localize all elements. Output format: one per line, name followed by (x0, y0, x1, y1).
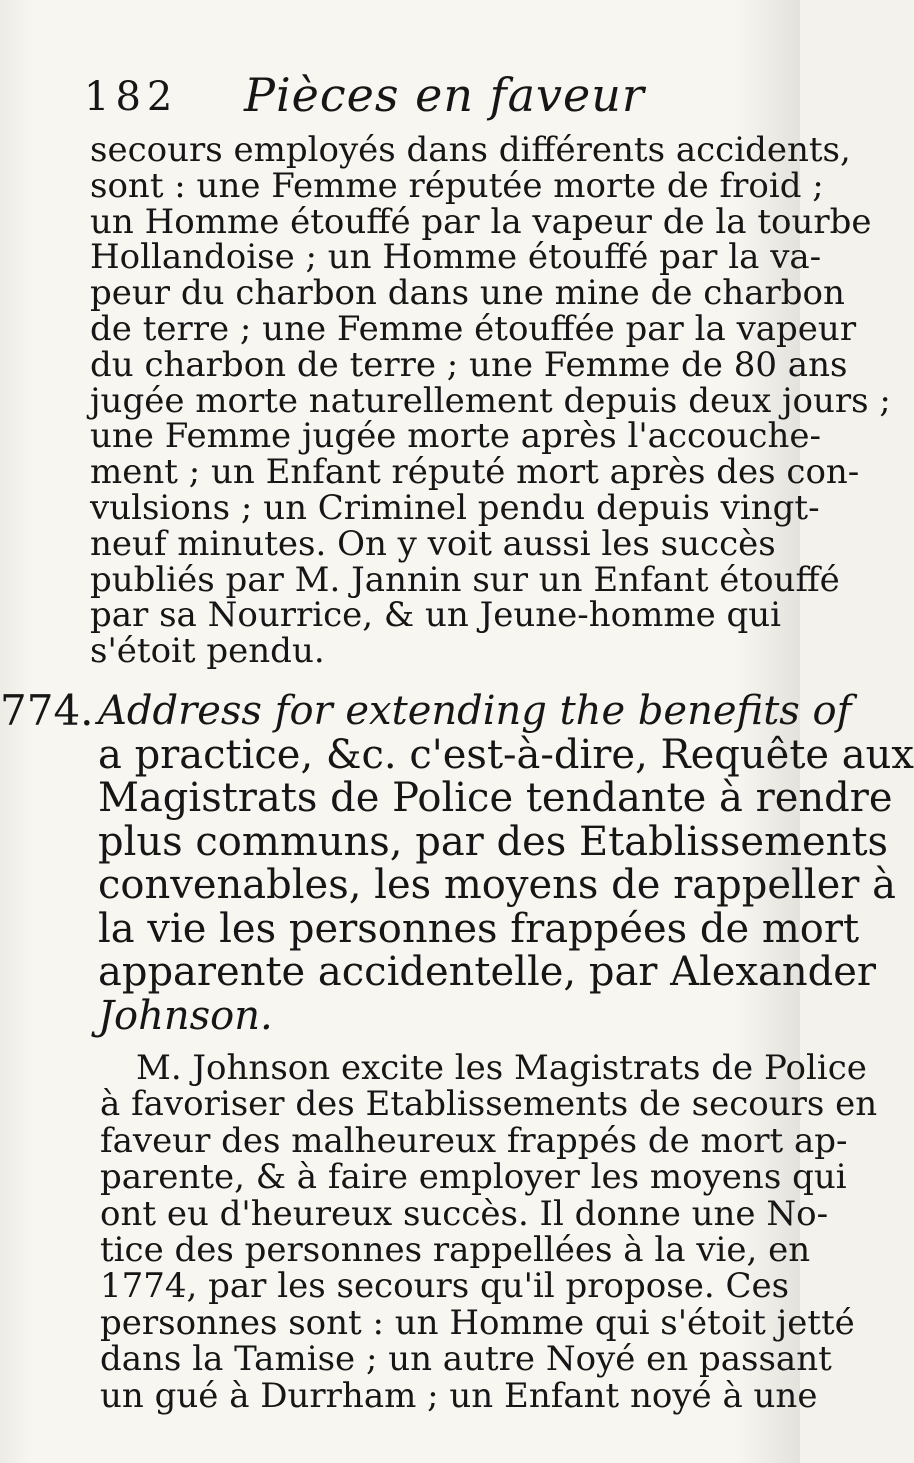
entry-line: plus communs, par des Etablissements (98, 818, 889, 865)
paragraph-summary (100, 1048, 878, 1416)
text-line: de terre ; une Femme étouffée par la vapeur (90, 308, 857, 349)
text-line: publiés par M. Jannin sur un Enfant étouffé (90, 559, 840, 600)
entry-line: la vie les personnes frappées de mort (98, 905, 860, 952)
text-line: tice des personnes rappellées à la vie, en (100, 1229, 811, 1270)
entry-line: Magistrats de Police tendante à rendre (98, 775, 893, 821)
text-line: un gué à Durrham ; un Enfant noyé à une (100, 1375, 818, 1416)
text-line: ment ; un Enfant réputé mort après des con- (90, 452, 860, 493)
text-line: vulsions ; un Criminel pendu depuis vingt- (90, 487, 820, 528)
text-line: neuf minutes. On y voit aussi les succès (90, 523, 776, 564)
text-line: ont eu d'heureux succès. Il donne une No- (100, 1193, 829, 1234)
text-line: dans la Tamise ; un autre Noyé en passant (100, 1339, 832, 1380)
page-number: 182 (84, 74, 179, 120)
text-line: 1774, par les secours qu'il propose. Ces (100, 1266, 790, 1307)
text-line: parente, & à faire employer les moyens qui (100, 1157, 847, 1198)
text-line: Hollandoise ; un Homme étouffé par la va- (90, 237, 822, 278)
running-title: Pièces en faveur (244, 68, 645, 122)
entry-line: convenables, les moyens de rappeller à (98, 862, 896, 908)
page-header (84, 68, 760, 128)
text-line: personnes sont : un Homme qui s'étoit jetté (100, 1302, 855, 1343)
text-line: M. Johnson excite les Magistrats de Police (136, 1048, 867, 1088)
text-line: sont : une Femme réputée morte de froid ; (90, 165, 824, 206)
entry-line: a practice, &c. c'est-à-dire, Requête aux (98, 731, 914, 778)
text-line: s'étoit pendu. (90, 631, 325, 672)
text-line: peur du charbon dans une mine de charbon (90, 273, 845, 314)
text-line: faveur des malheureux frappés de mort ap- (100, 1120, 848, 1161)
entry-line: apparente accidentelle, par Alexander (98, 949, 877, 995)
entry-line: Johnson. (98, 992, 273, 1039)
text-line: par sa Nourrice, & un Jeune-homme qui (90, 595, 782, 636)
text-line: un Homme étouffé par la vapeur de la tourbe (90, 201, 872, 242)
entry-line: Address for extending the benefits of (98, 688, 852, 734)
text-line: secours employés dans différents accidents, (90, 130, 851, 170)
entry-number: 774. (0, 686, 94, 735)
bibliographic-entry (98, 688, 914, 1039)
text-line: jugée morte naturellement depuis deux jours ; (90, 380, 891, 421)
text-line: une Femme jugée morte après l'accouche- (90, 416, 821, 457)
paragraph-continuation (90, 130, 891, 672)
text-line: du charbon de terre ; une Femme de 80 ans (90, 344, 848, 385)
text-line: à favoriser des Etablissements de secours en (100, 1084, 878, 1125)
